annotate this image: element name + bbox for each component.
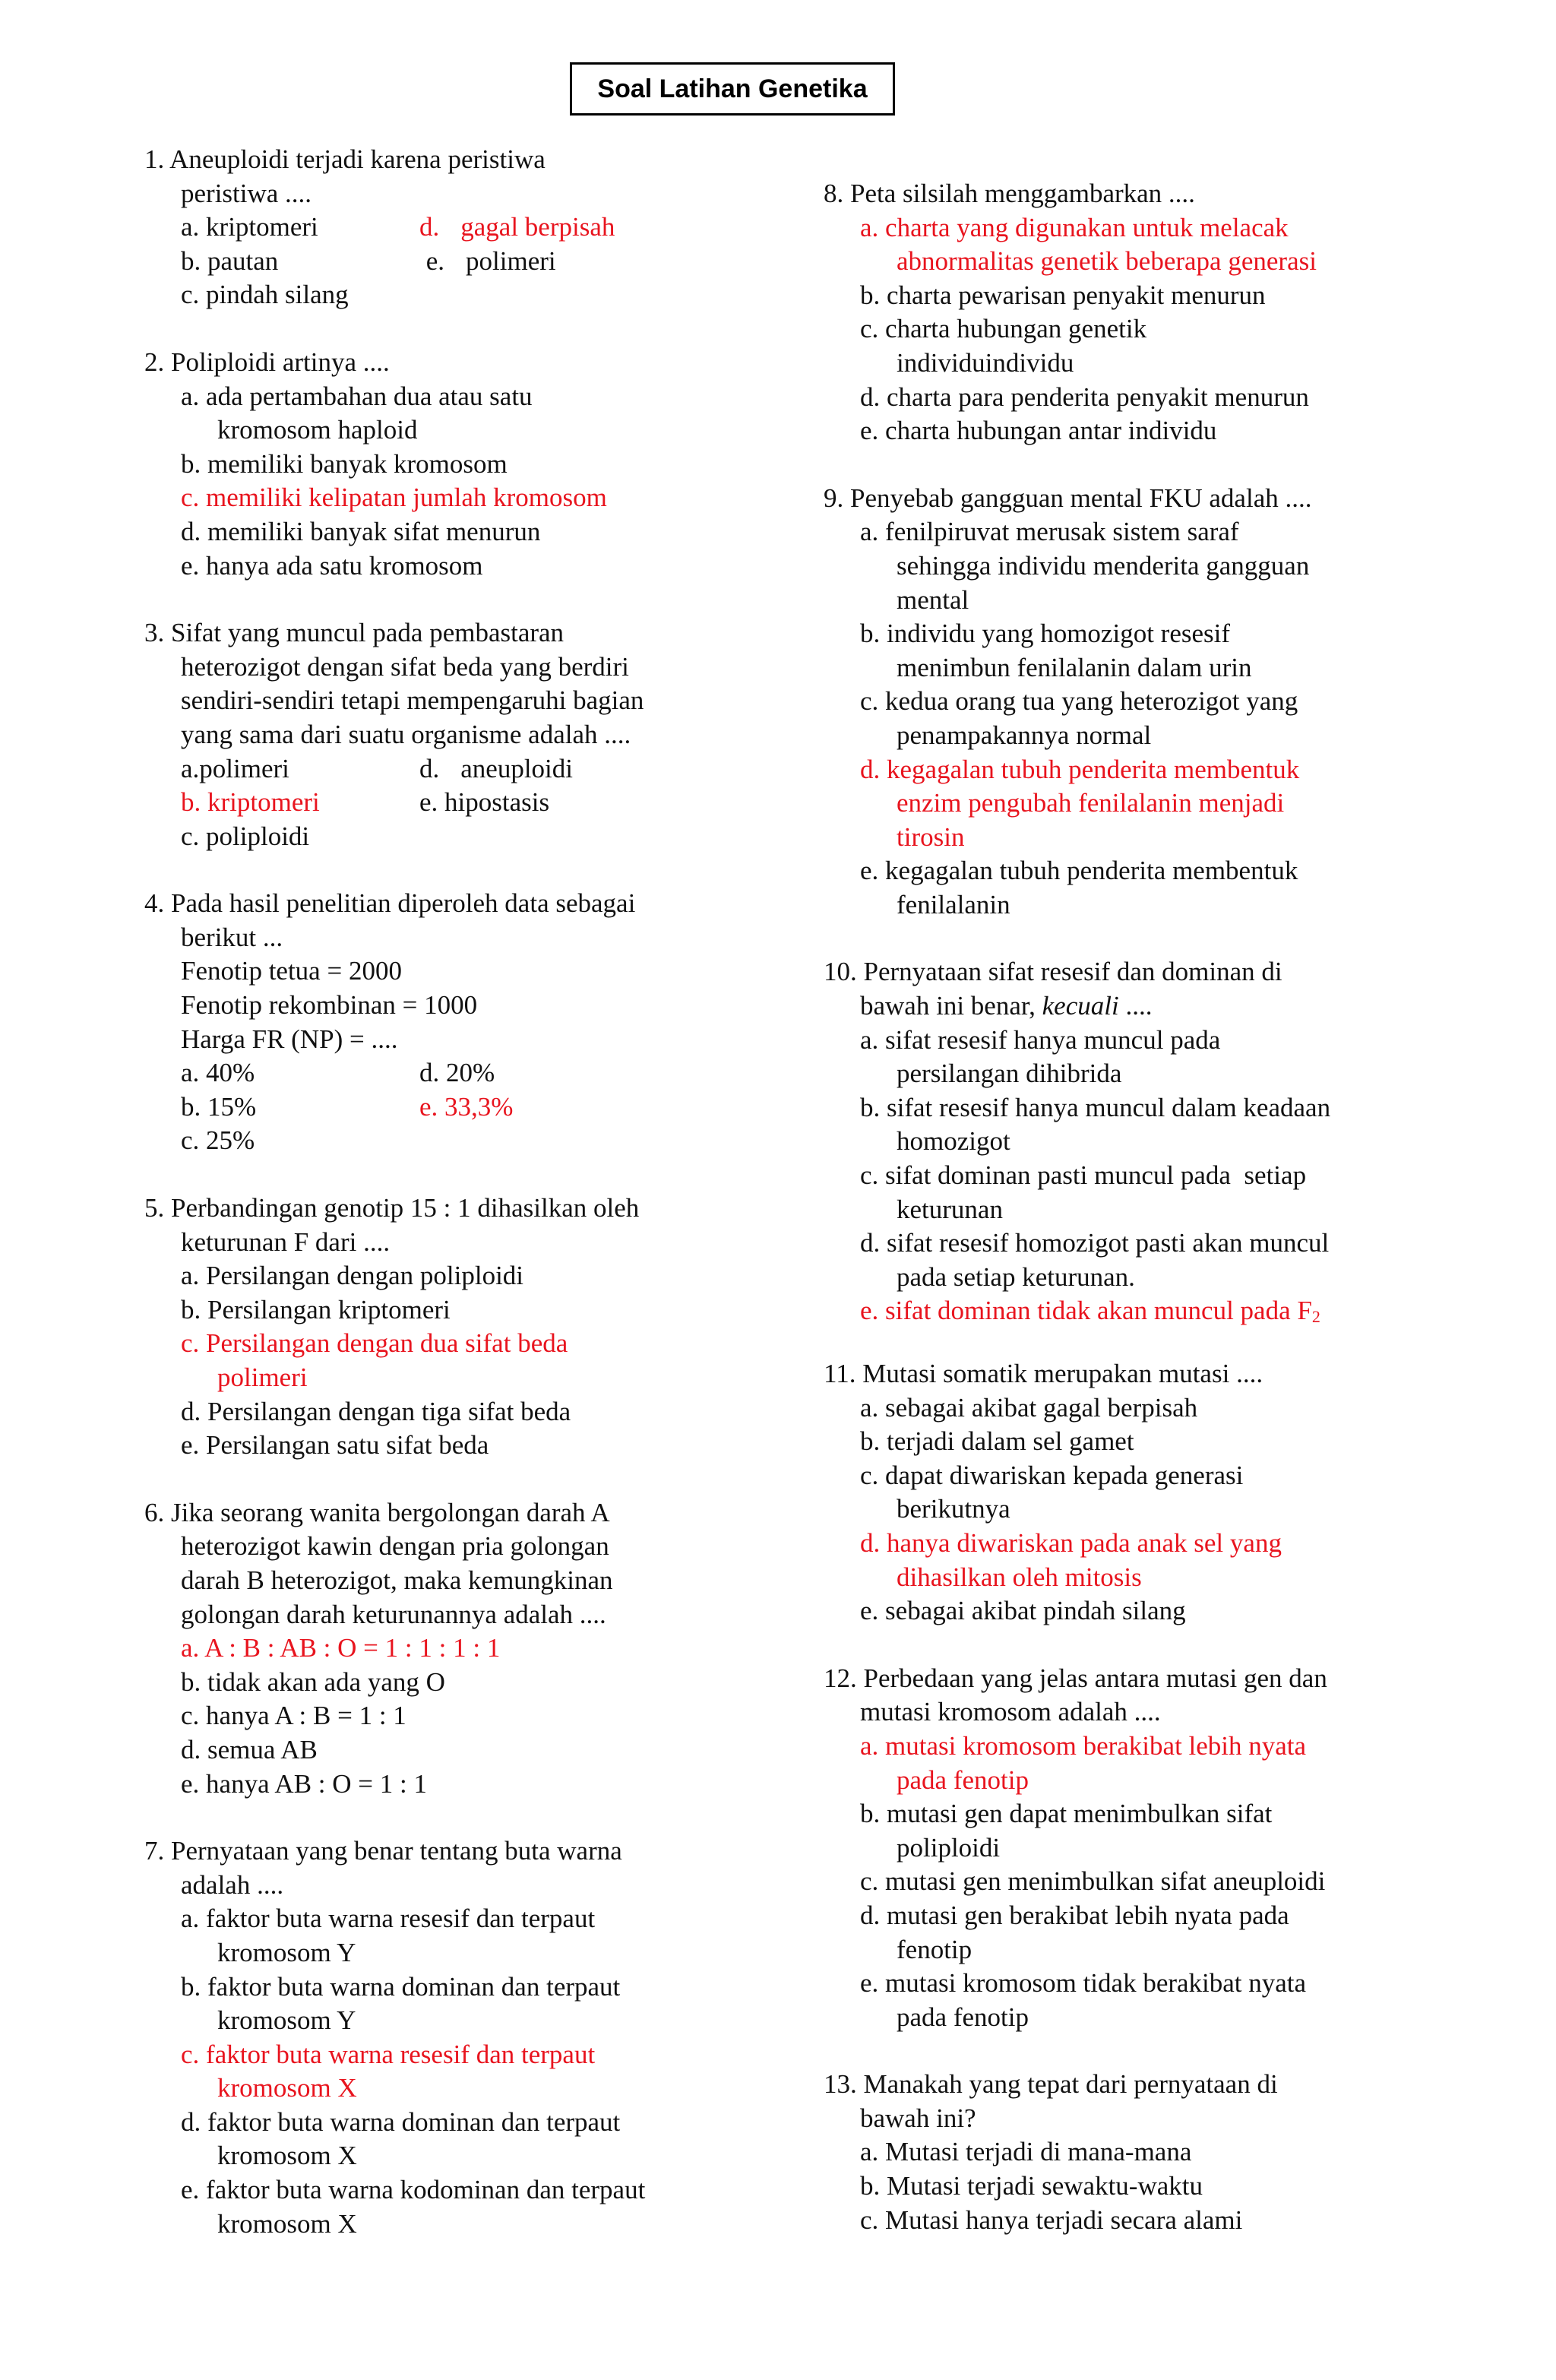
- option-e-cont: kromosom X: [217, 2208, 357, 2239]
- option-a-cont: mental: [897, 584, 969, 615]
- option-c-answer-cont: kromosom X: [217, 2073, 357, 2103]
- option-a-cont: kromosom haploid: [217, 415, 418, 445]
- option-letter: d.: [419, 753, 440, 783]
- question-13: [824, 2068, 1507, 2237]
- option-e: e. hanya ada satu kromosom: [181, 550, 483, 581]
- option-row: [144, 210, 767, 245]
- option-a: a. sebagai akibat gagal berpisah: [860, 1392, 1198, 1423]
- option-a-cont: persilangan dihibrida: [897, 1059, 1122, 1089]
- option-a: a.polimeri: [181, 753, 289, 783]
- option-d-cont: kromosom X: [217, 2141, 357, 2171]
- option-d: [419, 752, 573, 786]
- question-12: [824, 1662, 1507, 2035]
- option-b: b. Mutasi terjadi sewaktu-waktu: [860, 2171, 1203, 2201]
- question-data: Fenotip rekombinan = 1000: [181, 990, 478, 1021]
- option-a: a. ada pertambahan dua atau satu: [181, 381, 533, 411]
- question-11: [824, 1357, 1507, 1628]
- option-a-answer: a. mutasi kromosom berakibat lebih nyata: [860, 1730, 1307, 1761]
- question-4: [144, 887, 767, 1158]
- option-row: [144, 245, 767, 279]
- question-9: [824, 482, 1507, 923]
- option-b-cont: menimbun fenilalanin dalam urin: [897, 652, 1252, 682]
- question-text: 7. Pernyataan yang benar tentang buta warna: [144, 1836, 622, 1866]
- option-c-cont: berikutnya: [897, 1494, 1010, 1524]
- option-row: [144, 1090, 767, 1125]
- option-b: b. memiliki banyak kromosom: [181, 448, 508, 479]
- option-b-cont: poliploidi: [897, 1832, 1001, 1863]
- option-e: [419, 245, 556, 279]
- option-c: c. 25%: [181, 1125, 255, 1156]
- left-column: [144, 143, 767, 2274]
- option-a-answer: a. charta yang digunakan untuk melacak: [860, 212, 1289, 242]
- question-text: darah B heterozigot, maka kemungkinan: [181, 1565, 613, 1595]
- question-text: yang sama dari suatu organisme adalah ....: [181, 719, 631, 749]
- option-a-answer-cont: abnormalitas genetik beberapa generasi: [897, 246, 1317, 277]
- option-d-answer: d. kegagalan tubuh penderita membentuk: [860, 754, 1300, 784]
- question-text: berikut ...: [181, 922, 283, 952]
- option-e-answer: e. 33,3%: [419, 1091, 514, 1122]
- option-text: gagal berpisah: [460, 212, 615, 242]
- option-c: c. charta hubungan genetik: [860, 314, 1147, 344]
- question-data: Harga FR (NP) = ....: [181, 1024, 398, 1054]
- question-text-part: ....: [1118, 991, 1153, 1021]
- question-text: 13. Manakah yang tepat dari pernyataan di: [824, 2069, 1278, 2100]
- option-d-answer-cont: dihasilkan oleh mitosis: [897, 1562, 1142, 1592]
- question-text: 10. Pernyataan sifat resesif dan dominan di: [824, 957, 1282, 987]
- question-text: heterozigot dengan sifat beda yang berdiri: [181, 651, 629, 682]
- subscript: 2: [1311, 1307, 1320, 1327]
- option-b: b. faktor buta warna dominan dan terpaut: [181, 1971, 621, 2002]
- question-text: 8. Peta silsilah menggambarkan ....: [824, 179, 1195, 208]
- option-a: a. 40%: [181, 1058, 255, 1088]
- option-c: c. dapat diwariskan kepada generasi: [860, 1460, 1244, 1490]
- option-c-answer: c. Persilangan dengan dua sifat beda: [181, 1328, 568, 1359]
- option-b-cont: kromosom Y: [217, 2005, 356, 2036]
- option-a-answer: a. A : B : AB : O = 1 : 1 : 1 : 1: [181, 1633, 501, 1663]
- option-b: b. terjadi dalam sel gamet: [860, 1426, 1134, 1457]
- option-e: e. hipostasis: [419, 787, 550, 818]
- option-c: c. mutasi gen menimbulkan sifat aneuploidi: [860, 1866, 1326, 1897]
- option-e: e. kegagalan tubuh penderita membentuk: [860, 856, 1298, 886]
- option-d: d. charta para penderita penyakit menurun: [860, 381, 1309, 412]
- option-a: a. fenilpiruvat merusak sistem saraf: [860, 517, 1239, 547]
- option-a: a. Persilangan dengan poliploidi: [181, 1261, 524, 1291]
- question-text: bawah ini?: [860, 2103, 976, 2133]
- option-b: b. sifat resesif hanya muncul dalam keadaan: [860, 1092, 1331, 1122]
- option-d-answer-cont: tirosin: [897, 821, 965, 852]
- option-d: d. faktor buta warna dominan dan terpaut: [181, 2106, 621, 2137]
- option-c-cont: individuindividu: [897, 347, 1074, 378]
- option-c-answer: c. memiliki kelipatan jumlah kromosom: [181, 483, 607, 513]
- option-row: [144, 752, 767, 786]
- option-a: a. faktor buta warna resesif dan terpaut: [181, 1904, 596, 1934]
- option-row: [144, 1056, 767, 1090]
- option-c-cont: penampakannya normal: [897, 720, 1152, 750]
- question-text: 2. Poliploidi artinya ....: [144, 347, 390, 377]
- question-text: adalah ....: [181, 1869, 284, 1900]
- question-text-part: bawah ini benar,: [860, 991, 1042, 1021]
- page-title: Soal Latihan Genetika: [570, 62, 895, 116]
- option-e-cont: fenilalanin: [897, 889, 1010, 919]
- option-b: b. Persilangan kriptomeri: [181, 1294, 451, 1325]
- option-c-answer-cont: polimeri: [217, 1362, 308, 1392]
- option-a-answer-cont: pada fenotip: [897, 1764, 1029, 1795]
- option-c-answer: c. faktor buta warna resesif dan terpaut: [181, 2039, 596, 2069]
- option-c: c. kedua orang tua yang heterozigot yang: [860, 686, 1298, 717]
- option-d: d. memiliki banyak sifat menurun: [181, 516, 541, 546]
- option-b: b. individu yang homozigot resesif: [860, 619, 1231, 649]
- option-b: b. charta pewarisan penyakit menurun: [860, 280, 1266, 310]
- question-text: 6. Jika seorang wanita bergolongan darah A: [144, 1497, 610, 1527]
- question-emphasis: kecuali: [1042, 991, 1119, 1021]
- option-c: c. pindah silang: [181, 280, 349, 310]
- option-a-cont: sehingga individu menderita gangguan: [897, 550, 1310, 581]
- option-e: e. sebagai akibat pindah silang: [860, 1596, 1186, 1626]
- option-e-cont: pada fenotip: [897, 2002, 1029, 2032]
- option-b: b. 15%: [181, 1091, 257, 1122]
- option-a: a. sifat resesif hanya muncul pada: [860, 1024, 1221, 1055]
- option-letter: d.: [419, 212, 440, 242]
- option-c: c. sifat dominan pasti muncul pada setiap: [860, 1160, 1307, 1191]
- option-d-answer-cont: enzim pengubah fenilalanin menjadi: [897, 788, 1285, 818]
- question-text: sendiri-sendiri tetapi mempengaruhi bagian: [181, 685, 644, 716]
- option-e-answer: [824, 1294, 1507, 1334]
- option-b: b. tidak akan ada yang O: [181, 1666, 445, 1697]
- option-c-cont: keturunan: [897, 1194, 1003, 1224]
- question-data: Fenotip tetua = 2000: [181, 956, 402, 986]
- question-text: mutasi kromosom adalah ....: [860, 1697, 1161, 1727]
- option-text: polimeri: [466, 245, 556, 276]
- option-d: d. semua AB: [181, 1734, 318, 1764]
- question-text: keturunan F dari ....: [181, 1226, 391, 1257]
- option-a: a. Mutasi terjadi di mana-mana: [860, 2137, 1192, 2167]
- option-d: d. sifat resesif homozigot pasti akan muncul: [860, 1228, 1330, 1258]
- question-1: [144, 143, 767, 312]
- option-b-cont: homozigot: [897, 1126, 1010, 1157]
- option-c: c. hanya A : B = 1 : 1: [181, 1701, 406, 1731]
- question-text: 9. Penyebab gangguan mental FKU adalah ....: [824, 483, 1312, 513]
- option-e: e. Persilangan satu sifat beda: [181, 1430, 489, 1461]
- option-d-answer: d. hanya diwariskan pada anak sel yang: [860, 1527, 1282, 1558]
- option-text: e. sifat dominan tidak akan muncul pada F: [860, 1296, 1312, 1326]
- option-text: aneuploidi: [460, 753, 573, 783]
- question-text: 5. Perbandingan genotip 15 : 1 dihasilkan oleh: [144, 1193, 640, 1223]
- question-text: heterozigot kawin dengan pria golongan: [181, 1531, 609, 1562]
- question-text: peristiwa ....: [181, 178, 312, 208]
- option-b-answer: b. kriptomeri: [181, 787, 320, 818]
- question-6: [144, 1496, 767, 1801]
- option-d-answer: [419, 210, 615, 245]
- option-e: e. charta hubungan antar individu: [860, 416, 1217, 446]
- question-text: [824, 989, 1507, 1024]
- option-c: c. poliploidi: [181, 821, 310, 851]
- option-e: e. faktor buta warna kodominan dan terpaut: [181, 2175, 646, 2205]
- question-10: [824, 955, 1507, 1334]
- question-text: 11. Mutasi somatik merupakan mutasi ....: [824, 1359, 1263, 1388]
- question-5: [144, 1192, 767, 1463]
- question-text: 3. Sifat yang muncul pada pembastaran: [144, 618, 565, 648]
- question-text: 1. Aneuploidi terjadi karena peristiwa: [144, 144, 546, 174]
- option-e: e. hanya AB : O = 1 : 1: [181, 1768, 428, 1799]
- option-row: [144, 786, 767, 820]
- option-c: c. Mutasi hanya terjadi secara alami: [860, 2204, 1243, 2235]
- question-text: 4. Pada hasil penelitian diperoleh data sebagai: [144, 888, 636, 919]
- question-text: 12. Perbedaan yang jelas antara mutasi gen dan: [824, 1663, 1327, 1693]
- question-2: [144, 346, 767, 583]
- option-d-cont: fenotip: [897, 1934, 972, 1964]
- option-a-cont: kromosom Y: [217, 1937, 356, 1967]
- option-a: a. kriptomeri: [181, 212, 318, 242]
- option-b: b. pautan: [181, 245, 279, 276]
- option-d: d. 20%: [419, 1058, 495, 1088]
- question-8: [824, 177, 1507, 448]
- question-text: golongan darah keturunannya adalah ....: [181, 1599, 606, 1629]
- option-d: d. mutasi gen berakibat lebih nyata pada: [860, 1900, 1289, 1930]
- right-column: [824, 177, 1507, 2271]
- option-letter: e.: [425, 245, 445, 276]
- question-3: [144, 616, 767, 853]
- option-e: e. mutasi kromosom tidak berakibat nyata: [860, 1968, 1307, 1999]
- question-7: [144, 1834, 767, 2241]
- option-b: b. mutasi gen dapat menimbulkan sifat: [860, 1799, 1273, 1829]
- option-d-cont: pada setiap keturunan.: [897, 1261, 1135, 1292]
- option-d: d. Persilangan dengan tiga sifat beda: [181, 1396, 571, 1426]
